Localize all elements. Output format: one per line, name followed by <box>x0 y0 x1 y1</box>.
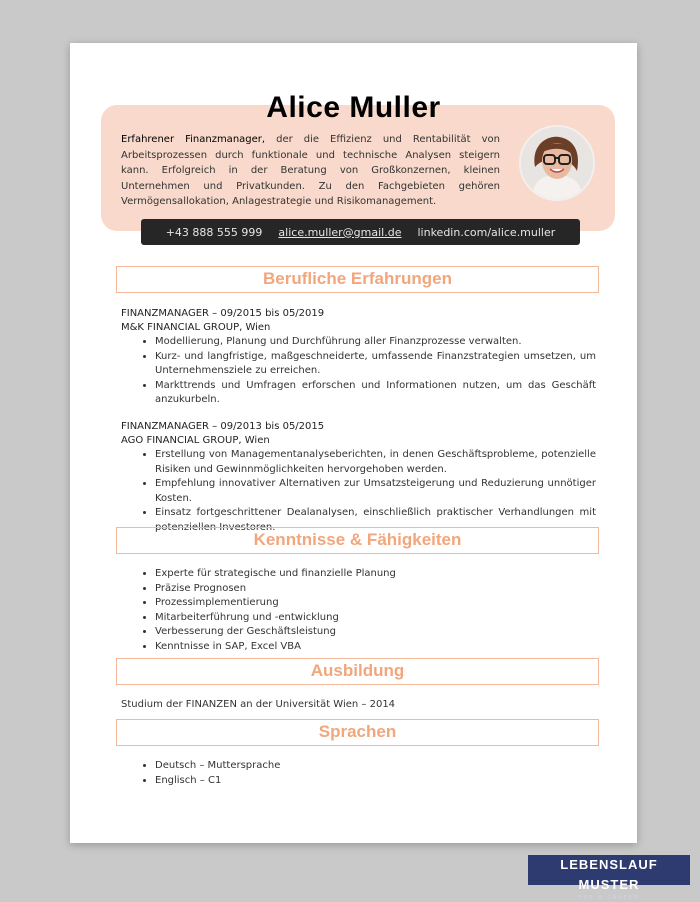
resume-page <box>70 43 637 843</box>
job-company: M&K FINANCIAL GROUP, Wien <box>121 322 271 333</box>
list-item: • Einsatz fortgeschrittener Dealanalysen, einschließlich praktischer Verhandlungen mit potenziellen Investoren. <box>155 506 596 535</box>
phone-number: +43 888 555 999 <box>165 225 263 239</box>
job-title: FINANZMANAGER – 09/2013 bis 05/2015 <box>121 421 325 432</box>
list-item: • Verbesserung der Geschäftsleistung <box>155 625 596 640</box>
email-link[interactable]: alice.muller@gmail.de <box>278 225 402 239</box>
list-item: • Prozessimplementierung <box>155 596 596 611</box>
job-entry <box>121 307 596 408</box>
list-item: • Deutsch – Muttersprache <box>155 759 596 774</box>
contact-bar <box>141 219 580 245</box>
summary-lead: Erfahrener Finanzmanager, <box>121 134 266 145</box>
list-item: • Englisch – C1 <box>155 774 596 789</box>
job-entry <box>121 420 596 535</box>
education-heading: Ausbildung <box>116 658 599 685</box>
list-item: • Kurz- und langfristige, maßgeschneiderte, umfassende Finanzstrategien umsetzen, um Unternehmensziele zu erreichen. <box>155 350 596 379</box>
list-item: • Empfehlung innovativer Alternativen zur Umsatzsteigerung und Reduzierung unnötiger Kosten. <box>155 477 596 506</box>
education-text: Studium der FINANZEN an der Universität Wien – 2014 <box>121 699 396 710</box>
languages-list <box>121 759 596 788</box>
experience-heading: Berufliche Erfahrungen <box>116 266 599 293</box>
brand-badge <box>528 855 690 901</box>
list-item: • Experte für strategische und finanzielle Planung <box>155 567 596 582</box>
list-item: • Erstellung von Managementanalyseberichten, in denen Geschäftsprobleme, potenzielle Risiken und Gewinnmöglichkeiten hervorgehoben werden. <box>155 448 596 477</box>
job-company: AGO FINANCIAL GROUP, Wien <box>121 435 270 446</box>
skills-list <box>121 567 596 654</box>
job-bullets <box>121 335 596 408</box>
list-item: • Kenntnisse in SAP, Excel VBA <box>155 640 596 655</box>
languages-heading: Sprachen <box>116 719 599 746</box>
languages-block <box>121 759 596 788</box>
portrait-photo <box>521 127 593 199</box>
summary-text <box>121 132 500 210</box>
brand-tagline: FOR A CAREER <box>578 895 640 901</box>
summary-body: der die Effizienz und Rentabilität von Arbeitsprozessen durch funktionale und technische Analysen steigern kann. Erfolgreich in der Beratung von Großkonzernen, kleinen Unternehmen und Privatkunden. Zu den Fachgebieten gehören Vermögensallokation, Anlagestrategie und Risikomanagement. <box>121 134 500 207</box>
list-item: • Präzise Prognosen <box>155 582 596 597</box>
skills-block <box>121 567 596 654</box>
job-title: FINANZMANAGER – 09/2015 bis 05/2019 <box>121 308 325 319</box>
linkedin-link[interactable]: linkedin.com/alice.muller <box>417 225 556 239</box>
skills-heading: Kenntnisse & Fähigkeiten <box>116 527 599 554</box>
list-item: • Mitarbeiterführung und -entwicklung <box>155 611 596 626</box>
brand-name: LEBENSLAUF MUSTER <box>560 857 658 892</box>
list-item: • Markttrends und Umfragen erforschen und Informationen nutzen, um das Geschäft anzukurbeln. <box>155 379 596 408</box>
job-bullets <box>121 448 596 535</box>
list-item: • Modellierung, Planung und Durchführung aller Finanzprozesse verwalten. <box>155 335 596 350</box>
candidate-name: Alice Muller <box>266 91 441 124</box>
avatar <box>519 125 595 201</box>
